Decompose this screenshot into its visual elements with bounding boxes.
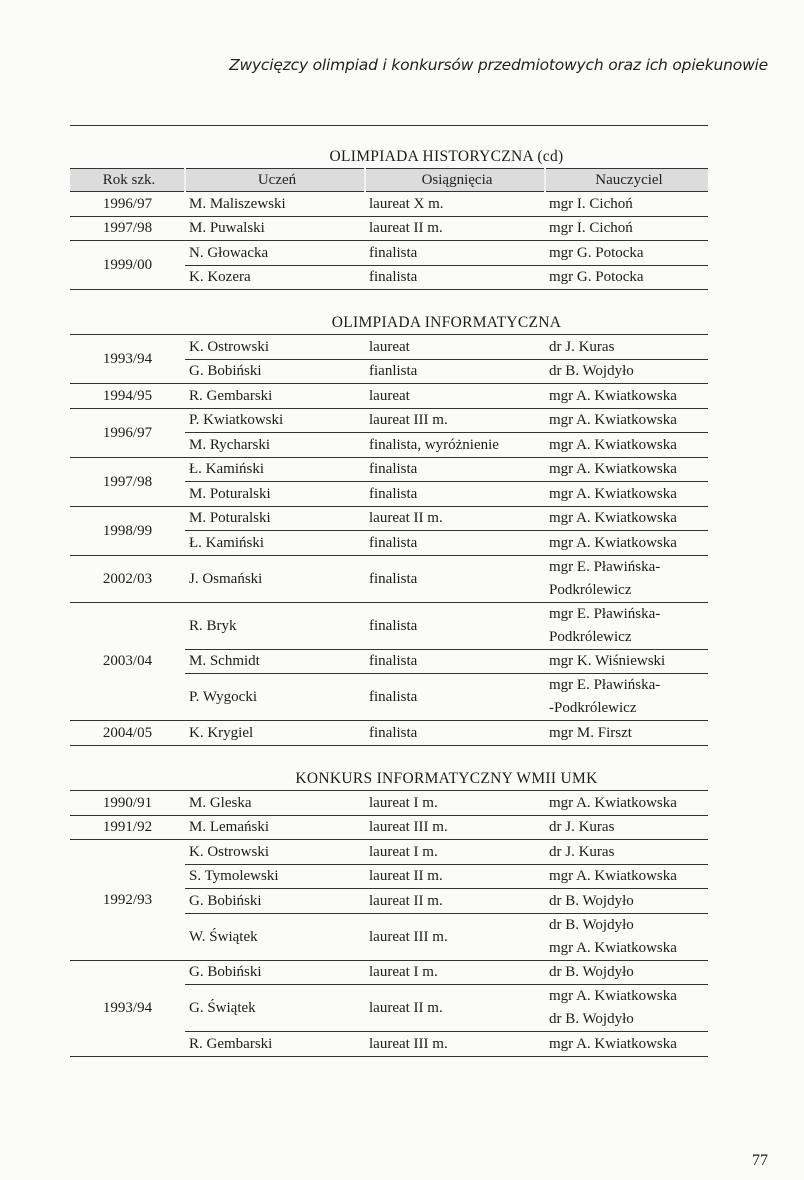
result-cell: finalista bbox=[365, 649, 545, 674]
student-cell: M. Maliszewski bbox=[185, 192, 365, 217]
table-row bbox=[70, 457, 708, 482]
teacher-cell: mgr G. Potocka bbox=[545, 241, 708, 266]
section-history bbox=[70, 146, 708, 290]
year-cell: 1993/94 bbox=[70, 335, 185, 384]
table-row bbox=[70, 840, 708, 865]
teacher-cell: mgr A. Kwiatkowska bbox=[545, 457, 708, 482]
teacher-cell bbox=[545, 985, 708, 1032]
teacher-line: mgr E. Pławińska- bbox=[549, 677, 661, 693]
student-cell: J. Osmański bbox=[185, 555, 365, 602]
result-cell: finalista bbox=[365, 482, 545, 507]
result-cell: finalista bbox=[365, 531, 545, 556]
year-cell: 2002/03 bbox=[70, 555, 185, 602]
student-cell: M. Poturalski bbox=[185, 506, 365, 531]
teacher-line: dr B. Wojdyło bbox=[549, 916, 634, 933]
result-cell: laureat III m. bbox=[365, 408, 545, 433]
result-cell: laureat X m. bbox=[365, 192, 545, 217]
student-cell: M. Gleska bbox=[185, 791, 365, 816]
teacher-cell: mgr I. Cichoń bbox=[545, 216, 708, 241]
table-row bbox=[70, 602, 708, 649]
table-row bbox=[70, 555, 708, 602]
table-row bbox=[70, 721, 708, 746]
teacher-cell: mgr G. Potocka bbox=[545, 265, 708, 290]
result-cell: finalista bbox=[365, 241, 545, 266]
result-cell: finalista bbox=[365, 555, 545, 602]
table-row bbox=[70, 335, 708, 360]
result-cell: laureat bbox=[365, 384, 545, 409]
result-cell: laureat I m. bbox=[365, 840, 545, 865]
year-cell: 1996/97 bbox=[70, 192, 185, 217]
student-cell: G. Bobiński bbox=[185, 359, 365, 384]
table-row bbox=[70, 241, 708, 266]
column-header-student: Uczeń bbox=[185, 169, 365, 192]
table-row bbox=[70, 791, 708, 816]
teacher-cell: mgr A. Kwiatkowska bbox=[545, 531, 708, 556]
year-cell: 2004/05 bbox=[70, 721, 185, 746]
year-cell: 1990/91 bbox=[70, 791, 185, 816]
student-cell: K. Krygiel bbox=[185, 721, 365, 746]
student-cell: M. Schmidt bbox=[185, 649, 365, 674]
teacher-cell: mgr K. Wiśniewski bbox=[545, 649, 708, 674]
student-cell: R. Bryk bbox=[185, 602, 365, 649]
teacher-cell bbox=[545, 913, 708, 960]
year-cell: 2003/04 bbox=[70, 602, 185, 721]
student-cell: S. Tymolewski bbox=[185, 864, 365, 889]
result-cell: laureat II m. bbox=[365, 985, 545, 1032]
table-row bbox=[70, 216, 708, 241]
result-cell: laureat III m. bbox=[365, 1032, 545, 1057]
teacher-cell bbox=[545, 555, 708, 602]
result-cell: laureat I m. bbox=[365, 960, 545, 985]
column-header-year: Rok szk. bbox=[70, 169, 185, 192]
student-cell: M. Lemański bbox=[185, 815, 365, 840]
result-cell: finalista bbox=[365, 457, 545, 482]
result-cell: laureat I m. bbox=[365, 791, 545, 816]
column-header-teacher: Nauczyciel bbox=[545, 169, 708, 192]
teacher-cell: mgr A. Kwiatkowska bbox=[545, 384, 708, 409]
informatics-table bbox=[70, 334, 708, 746]
section-title: OLIMPIADA HISTORYCZNA (cd) bbox=[329, 148, 564, 165]
result-cell: laureat II m. bbox=[365, 889, 545, 914]
student-cell: G. Bobiński bbox=[185, 889, 365, 914]
teacher-cell: mgr A. Kwiatkowska bbox=[545, 791, 708, 816]
result-cell: laureat II m. bbox=[365, 864, 545, 889]
column-header-result: Osiągnięcia bbox=[365, 169, 545, 192]
student-cell: M. Rycharski bbox=[185, 433, 365, 458]
student-cell: K. Kozera bbox=[185, 265, 365, 290]
teacher-cell: mgr A. Kwiatkowska bbox=[545, 1032, 708, 1057]
table-row bbox=[70, 192, 708, 217]
teacher-cell: mgr A. Kwiatkowska bbox=[545, 482, 708, 507]
result-cell: laureat bbox=[365, 335, 545, 360]
year-cell: 1996/97 bbox=[70, 408, 185, 457]
result-cell: laureat III m. bbox=[365, 815, 545, 840]
teacher-line: Podkrólewicz bbox=[549, 628, 632, 645]
teacher-line: mgr A. Kwiatkowska bbox=[549, 988, 677, 1004]
teacher-line: mgr A. Kwiatkowska bbox=[549, 939, 677, 956]
teacher-cell: dr J. Kuras bbox=[545, 840, 708, 865]
student-cell: G. Bobiński bbox=[185, 960, 365, 985]
teacher-cell: dr B. Wojdyło bbox=[545, 359, 708, 384]
section-title: OLIMPIADA INFORMATYCZNA bbox=[331, 314, 562, 331]
teacher-cell: mgr A. Kwiatkowska bbox=[545, 506, 708, 531]
history-table bbox=[70, 168, 708, 290]
year-cell: 1999/00 bbox=[70, 241, 185, 290]
teacher-cell: dr J. Kuras bbox=[545, 335, 708, 360]
header-rule bbox=[70, 125, 708, 126]
teacher-cell: dr J. Kuras bbox=[545, 815, 708, 840]
student-cell: R. Gembarski bbox=[185, 1032, 365, 1057]
teacher-cell: mgr A. Kwiatkowska bbox=[545, 433, 708, 458]
table-row bbox=[70, 384, 708, 409]
section-umk-contest bbox=[70, 768, 708, 1057]
student-cell: M. Poturalski bbox=[185, 482, 365, 507]
teacher-cell: mgr M. Firszt bbox=[545, 721, 708, 746]
result-cell: finalista bbox=[365, 602, 545, 649]
section-title: KONKURS INFORMATYCZNY WMII UMK bbox=[295, 770, 598, 787]
teacher-line: dr B. Wojdyło bbox=[549, 1011, 634, 1027]
teacher-line: mgr E. Pławińska- bbox=[549, 605, 661, 622]
result-cell: finalista, wyróżnienie bbox=[365, 433, 545, 458]
teacher-cell bbox=[545, 674, 708, 721]
table-header-row bbox=[70, 169, 708, 192]
teacher-cell bbox=[545, 602, 708, 649]
student-cell: M. Puwalski bbox=[185, 216, 365, 241]
running-head: Zwycięzcy olimpiad i konkursów przedmiotowych oraz ich opiekunowie bbox=[229, 56, 768, 74]
student-cell: W. Świątek bbox=[185, 913, 365, 960]
umk-contest-table bbox=[70, 790, 708, 1057]
year-cell: 1994/95 bbox=[70, 384, 185, 409]
teacher-cell: mgr I. Cichoń bbox=[545, 192, 708, 217]
result-cell: finalista bbox=[365, 721, 545, 746]
teacher-cell: dr B. Wojdyło bbox=[545, 889, 708, 914]
table-row bbox=[70, 815, 708, 840]
student-cell: G. Świątek bbox=[185, 985, 365, 1032]
result-cell: laureat II m. bbox=[365, 216, 545, 241]
student-cell: P. Wygocki bbox=[185, 674, 365, 721]
year-cell: 1992/93 bbox=[70, 840, 185, 961]
year-cell: 1993/94 bbox=[70, 960, 185, 1056]
teacher-cell: mgr A. Kwiatkowska bbox=[545, 408, 708, 433]
student-cell: K. Ostrowski bbox=[185, 840, 365, 865]
table-row bbox=[70, 408, 708, 433]
teacher-line: mgr E. Pławińska- bbox=[549, 558, 661, 575]
table-row bbox=[70, 960, 708, 985]
page-number: 77 bbox=[752, 1152, 768, 1169]
student-cell: Ł. Kamiński bbox=[185, 531, 365, 556]
result-cell: laureat III m. bbox=[365, 913, 545, 960]
student-cell: N. Głowacka bbox=[185, 241, 365, 266]
teacher-line: Podkrólewicz bbox=[549, 581, 632, 598]
year-cell: 1998/99 bbox=[70, 506, 185, 555]
result-cell: finalista bbox=[365, 674, 545, 721]
student-cell: R. Gembarski bbox=[185, 384, 365, 409]
result-cell: finalista bbox=[365, 265, 545, 290]
teacher-cell: dr B. Wojdyło bbox=[545, 960, 708, 985]
result-cell: laureat II m. bbox=[365, 506, 545, 531]
student-cell: Ł. Kamiński bbox=[185, 457, 365, 482]
year-cell: 1991/92 bbox=[70, 815, 185, 840]
year-cell: 1997/98 bbox=[70, 457, 185, 506]
student-cell: P. Kwiatkowski bbox=[185, 408, 365, 433]
student-cell: K. Ostrowski bbox=[185, 335, 365, 360]
result-cell: fianlista bbox=[365, 359, 545, 384]
teacher-cell: mgr A. Kwiatkowska bbox=[545, 864, 708, 889]
teacher-line: -Podkrólewicz bbox=[549, 700, 637, 716]
year-cell: 1997/98 bbox=[70, 216, 185, 241]
table-row bbox=[70, 506, 708, 531]
section-informatics bbox=[70, 312, 708, 746]
